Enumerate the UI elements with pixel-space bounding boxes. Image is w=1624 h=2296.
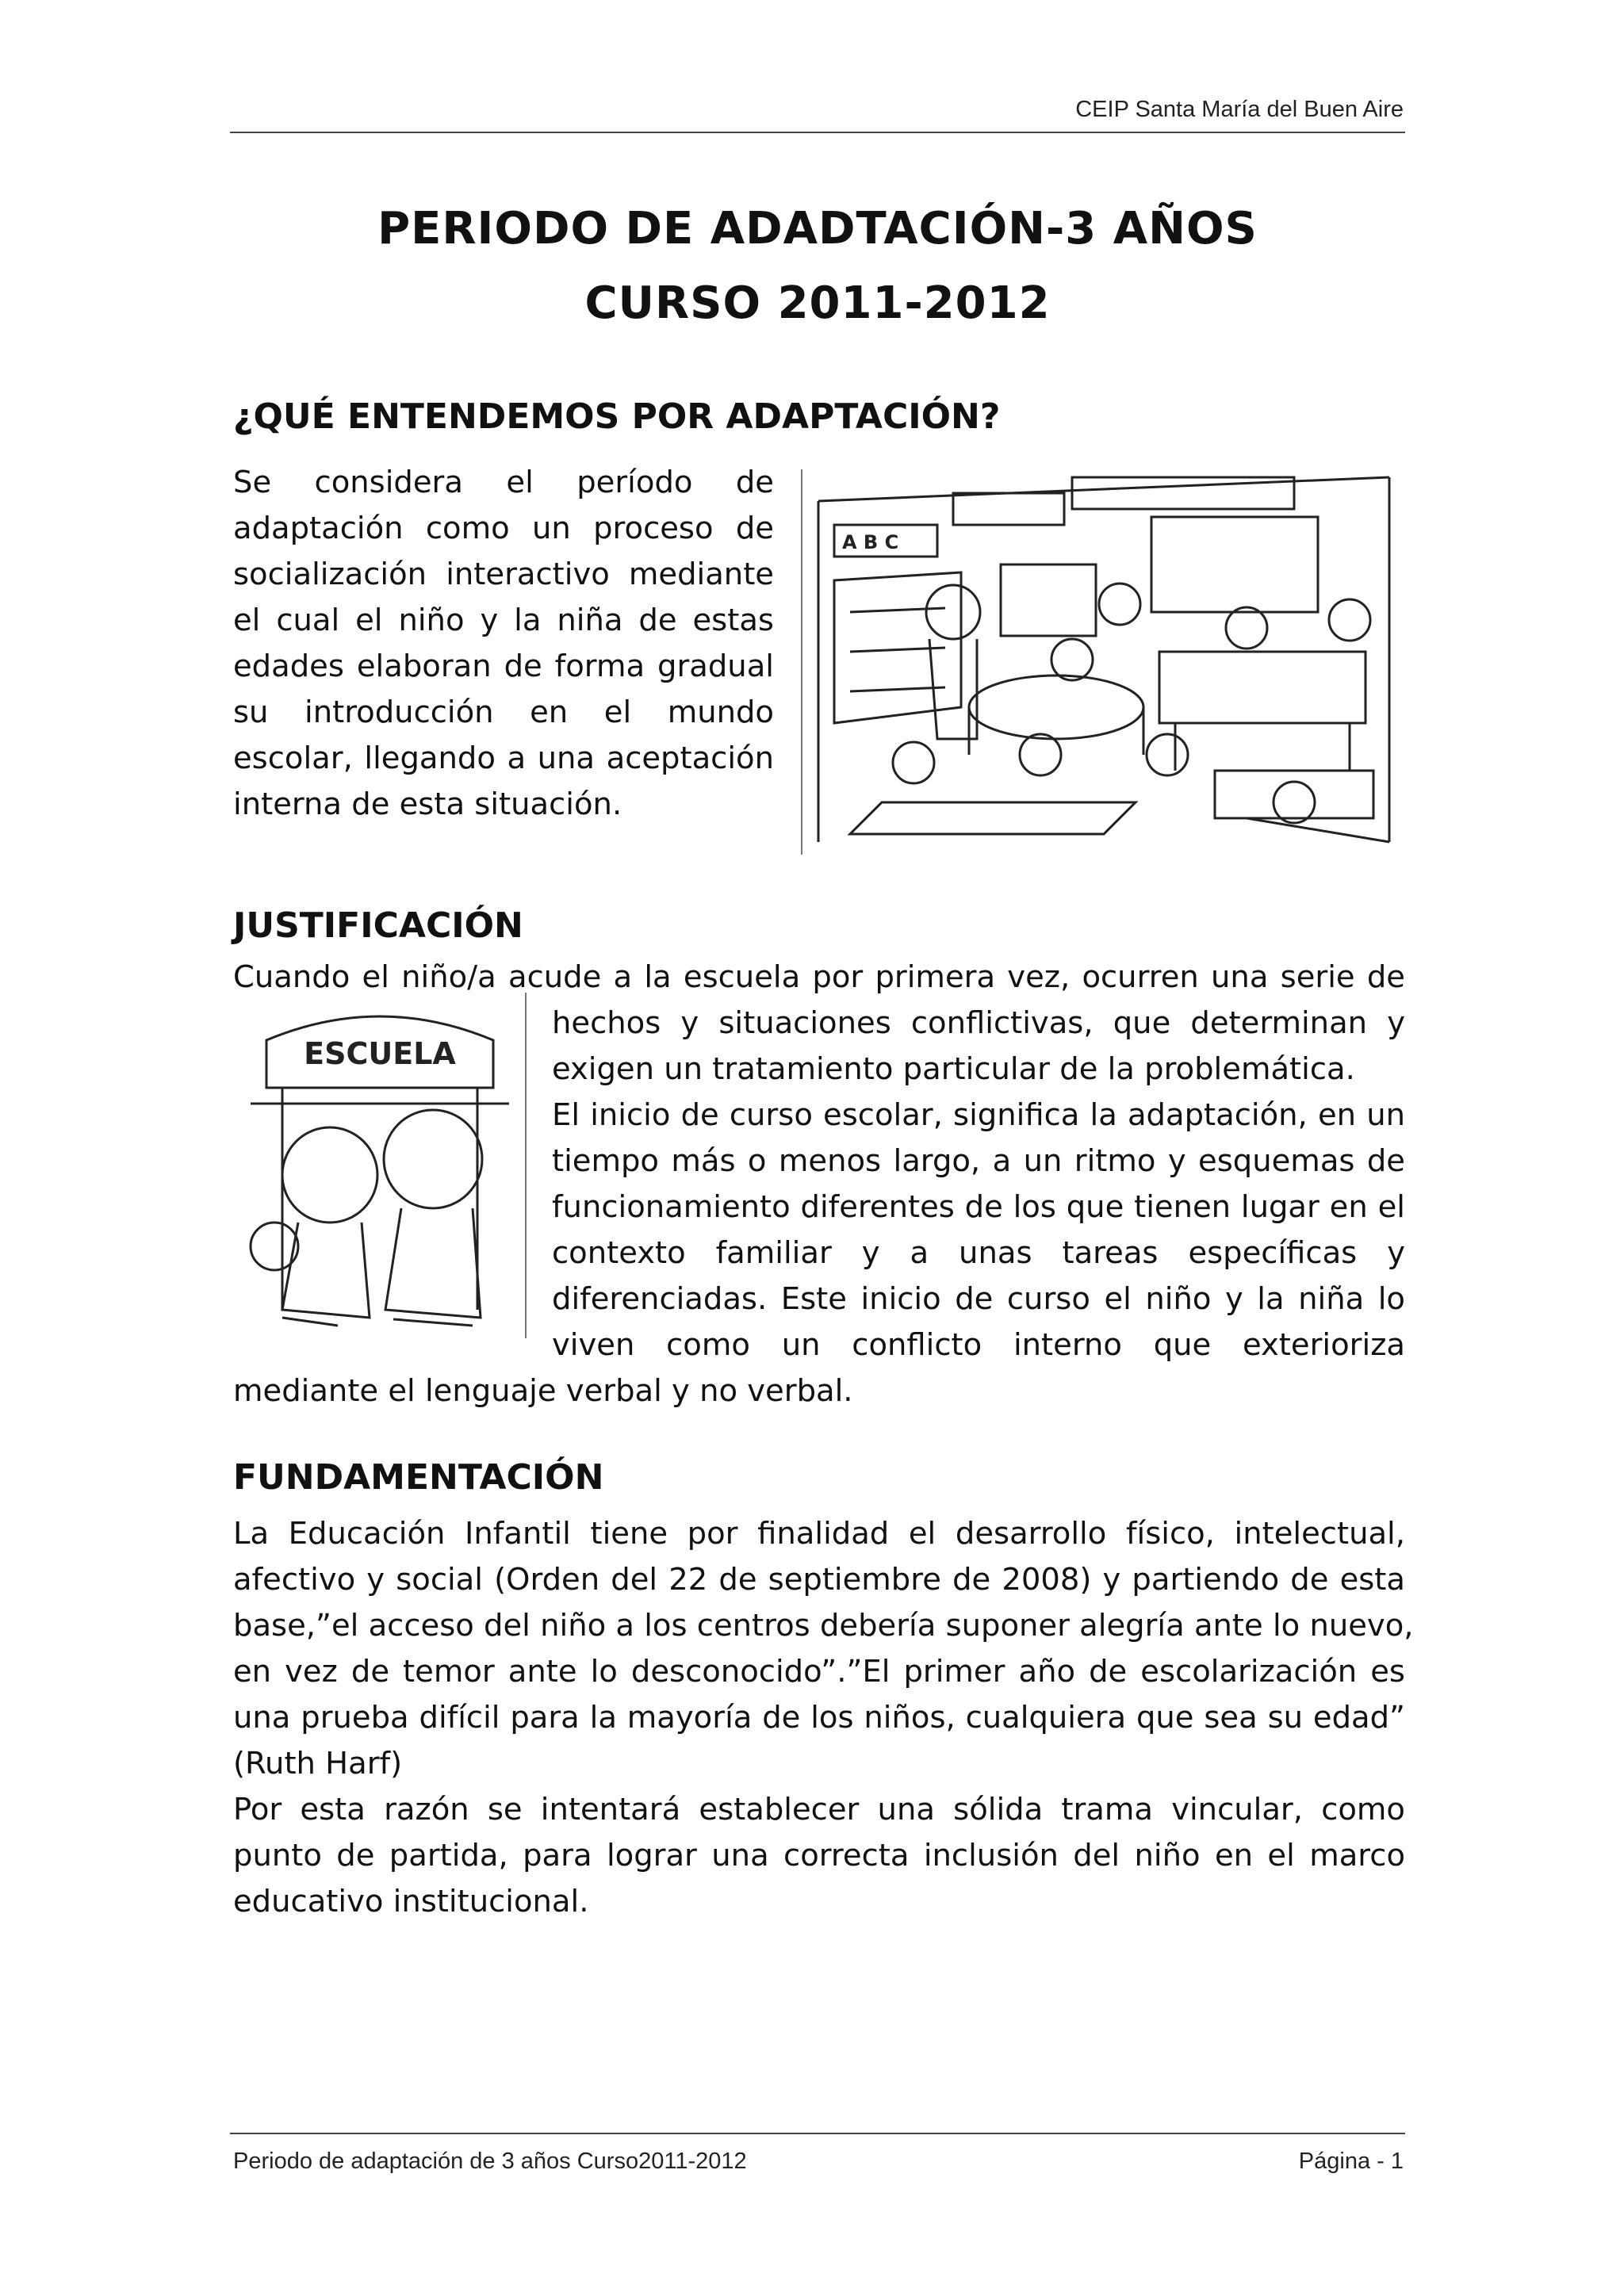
paragraph-adaptacion bbox=[233, 460, 774, 828]
paragraph-justificacion-last bbox=[233, 1368, 1405, 1414]
text-line: exigen un tratamiento particular de la problemática. bbox=[552, 1051, 1355, 1087]
text-line: tiempo más o menos largo, a un ritmo y esquemas de bbox=[552, 1143, 1405, 1179]
text-line: base,”el acceso del niño a los centros debería suponer alegría ante lo nuevo, bbox=[233, 1608, 1414, 1644]
title-line-1: PERIODO DE ADADTACIÓN-3 AÑOS bbox=[377, 203, 1258, 254]
children-school-drawing bbox=[235, 993, 525, 1338]
text-line: en vez de temor ante lo desconocido”.”El primer año de escolarización es bbox=[233, 1654, 1405, 1689]
text-line: punto de partida, para lograr una correcta inclusión del niño en el marco bbox=[233, 1838, 1405, 1873]
text-line: escolar, llegando a una aceptación bbox=[233, 740, 774, 776]
svg-text:A B C: A B C bbox=[842, 531, 899, 553]
text-line: edades elaboran de forma gradual bbox=[233, 649, 774, 684]
paragraph-fundamentacion bbox=[233, 1511, 1414, 1925]
text-line: funcionamiento diferentes de los que tienen lugar en el bbox=[552, 1189, 1405, 1225]
text-line: contexto familiar y a unas tareas específicas y bbox=[552, 1235, 1405, 1271]
section-heading-fundamentacion: FUNDAMENTACIÓN bbox=[233, 1457, 604, 1498]
school-name: CEIP Santa María del Buen Aire bbox=[1075, 97, 1404, 122]
text-line: educativo institucional. bbox=[233, 1884, 589, 1919]
paragraph-justificacion-wrapped bbox=[552, 1001, 1405, 1368]
text-line: La Educación Infantil tiene por finalidad el desarrollo físico, intelectual, bbox=[233, 1516, 1405, 1552]
text-line: diferenciadas. Este inicio de curso el niño y la niña lo bbox=[552, 1281, 1405, 1317]
title-line-2: CURSO 2011-2012 bbox=[584, 277, 1051, 329]
paragraph-justificacion-line-1 bbox=[233, 955, 1405, 1001]
footer-title: Periodo de adaptación de 3 años Curso2011-2012 bbox=[233, 2149, 747, 2174]
classroom-drawing bbox=[802, 469, 1405, 855]
section-heading-adaptacion: ¿QUÉ ENTENDEMOS POR ADAPTACIÓN? bbox=[233, 396, 1001, 437]
text-line: adaptación como un proceso de bbox=[233, 511, 774, 546]
page-number: Página - 1 bbox=[1298, 2149, 1404, 2174]
text-line: socialización interactivo mediante bbox=[233, 557, 774, 592]
escuela-sign-text: ESCUELA bbox=[304, 1036, 456, 1071]
children-school-illustration bbox=[235, 993, 527, 1338]
footer-rule bbox=[230, 2133, 1405, 2134]
text-line: interna de esta situación. bbox=[233, 786, 622, 822]
text-line: afectivo y social (Orden del 22 de septiembre de 2008) y partiendo de esta bbox=[233, 1562, 1405, 1598]
text-line: mediante el lenguaje verbal y no verbal. bbox=[233, 1373, 853, 1409]
document-title bbox=[230, 192, 1405, 341]
text-line: Se considera el período de bbox=[233, 465, 774, 500]
section-heading-justificacion: JUSTIFICACIÓN bbox=[233, 905, 523, 946]
text-line: El inicio de curso escolar, significa la adaptación, en un bbox=[552, 1097, 1405, 1133]
text-line: el cual el niño y la niña de estas bbox=[233, 603, 774, 638]
text-line: Por esta razón se intentará establecer una sólida trama vincular, como bbox=[233, 1792, 1405, 1827]
header-rule bbox=[230, 132, 1405, 133]
text-line: su introducción en el mundo bbox=[233, 695, 774, 730]
classroom-illustration bbox=[801, 469, 1405, 855]
text-line: hechos y situaciones conflictivas, que determinan y bbox=[552, 1005, 1405, 1041]
text-line: una prueba difícil para la mayoría de los niños, cualquiera que sea su edad” bbox=[233, 1700, 1405, 1735]
text-line: Cuando el niño/a acude a la escuela por primera vez, ocurren una serie de bbox=[233, 959, 1405, 995]
text-line: (Ruth Harf) bbox=[233, 1746, 403, 1781]
text-line: viven como un conflicto interno que exterioriza bbox=[552, 1327, 1405, 1363]
